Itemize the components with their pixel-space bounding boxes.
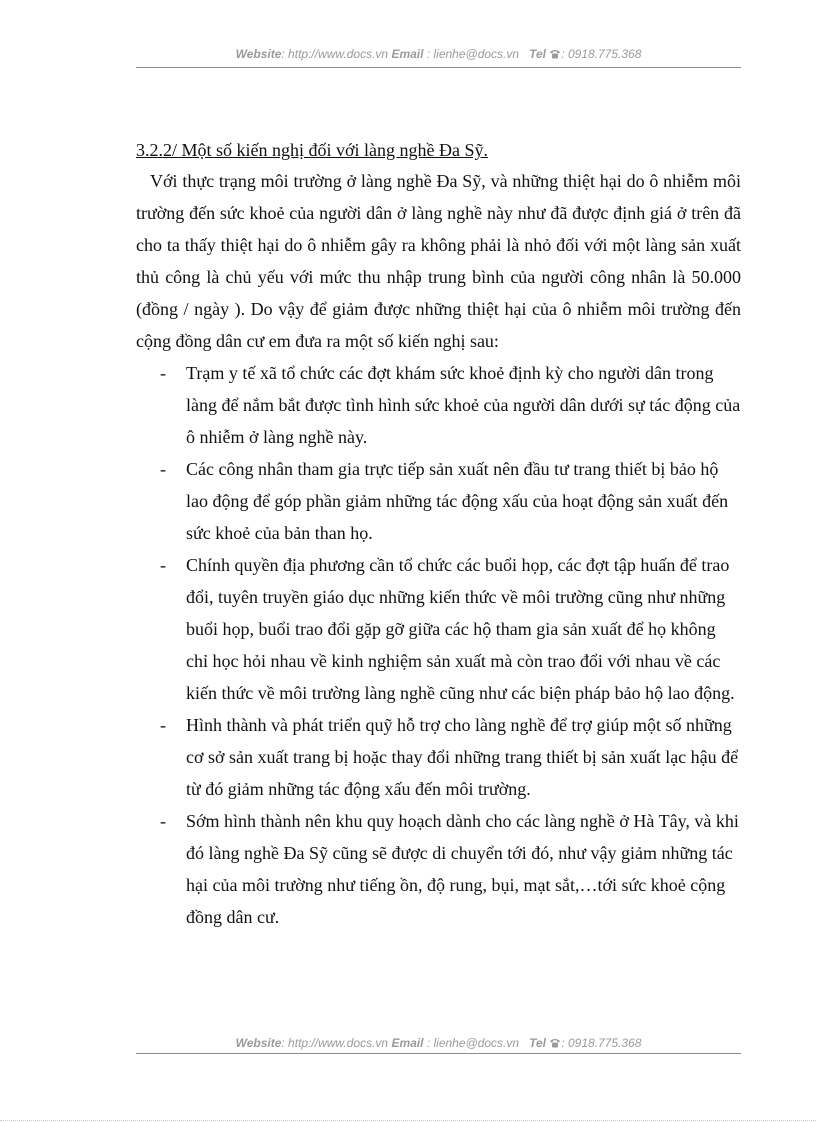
phone-icon xyxy=(549,1038,561,1048)
bullet-dash: - xyxy=(160,715,166,735)
list-item xyxy=(136,709,741,805)
bullet-dash: - xyxy=(160,811,166,831)
header-rule xyxy=(136,67,741,68)
tel-label: Tel xyxy=(529,47,546,61)
tel-value: : 0918.775.368 xyxy=(561,1036,642,1050)
list-item xyxy=(136,453,741,549)
list-item-text: Chính quyền địa phương cần tổ chức các buổi họp, các đợt tập huấn để trao đổi, tuyên truyền giáo dục những kiến thức về môi trường cũng như những buổi họp, buổi trao đổi gặp gỡ giữa các hộ tham gia sản xuất để họ không chỉ học hỏi nhau về kinh nghiệm sản xuất mà còn trao đổi với nhau về các kiến thức về môi trường làng nghề cũng như các biện pháp bảo hộ lao động. xyxy=(186,555,735,703)
email-label: Email xyxy=(391,47,424,61)
email-value: : lienhe@docs.vn xyxy=(426,1036,520,1050)
intro-paragraph: Với thực trạng môi trường ở làng nghề Đa Sỹ, và những thiệt hại do ô nhiễm môi trường đến sức khoẻ của người dân ở làng nghề này như đã được định giá ở trên đã cho ta thấy thiệt hại do ô nhiễm gây ra không phải là nhỏ đối với một làng sản xuất thủ công là chủ yếu với mức thu nhập trung bình của người công nhân là 50.000 (đồng / ngày ). Do vậy để giảm được những thiệt hại của ô nhiễm môi trường đến cộng đồng dân cư em đưa ra một số kiến nghị sau: xyxy=(136,171,741,351)
page-header xyxy=(136,47,741,61)
email-label: Email xyxy=(391,1036,424,1050)
page-footer xyxy=(136,1036,741,1050)
list-item xyxy=(136,805,741,933)
list-item-text: Trạm y tế xã tổ chức các đợt khám sức khoẻ định kỳ cho người dân trong làng để nắm bắt được tình hình sức khoẻ của người dân dưới sự tác động của ô nhiễm ở làng nghề này. xyxy=(186,363,741,447)
tel-label: Tel xyxy=(529,1036,546,1050)
website-label: Website xyxy=(235,47,282,61)
website-value: : http://www.docs.vn xyxy=(281,1036,389,1050)
recommendation-list xyxy=(136,357,741,933)
phone-icon xyxy=(549,49,561,59)
list-item-text: Hình thành và phát triển quỹ hỗ trợ cho làng nghề để trợ giúp một số những cơ sở sản xuất trang bị hoặc thay đổi những trang thiết bị sản xuất lạc hậu để từ đó giảm những tác động xấu đến môi trường. xyxy=(186,715,739,799)
bullet-dash: - xyxy=(160,363,166,383)
email-value: : lienhe@docs.vn xyxy=(426,47,520,61)
website-value: : http://www.docs.vn xyxy=(281,47,389,61)
footer-rule xyxy=(136,1053,741,1054)
list-item xyxy=(136,357,741,453)
list-item-text: Sớm hình thành nên khu quy hoạch dành cho các làng nghề ở Hà Tây, và khi đó làng nghề Đa Sỹ cũng sẽ được di chuyển tới đó, như vậy giảm những tác hại của môi trường như tiếng ồn, độ rung, bụi, mạt sắt,…tới sức khoẻ cộng đồng dân cư. xyxy=(186,811,739,927)
document-body xyxy=(136,134,741,933)
list-item xyxy=(136,549,741,709)
section-title: 3.2.2/ Một số kiến nghị đối với làng nghề Đa Sỹ. xyxy=(136,140,489,160)
website-label: Website xyxy=(235,1036,282,1050)
page-bottom-border xyxy=(0,1120,816,1121)
bullet-dash: - xyxy=(160,459,166,479)
bullet-dash: - xyxy=(160,555,166,575)
tel-value: : 0918.775.368 xyxy=(561,47,642,61)
list-item-text: Các công nhân tham gia trực tiếp sản xuất nên đầu tư trang thiết bị bảo hộ lao động để góp phần giảm những tác động xấu của hoạt động sản xuất đến sức khoẻ của bản than họ. xyxy=(186,459,729,543)
